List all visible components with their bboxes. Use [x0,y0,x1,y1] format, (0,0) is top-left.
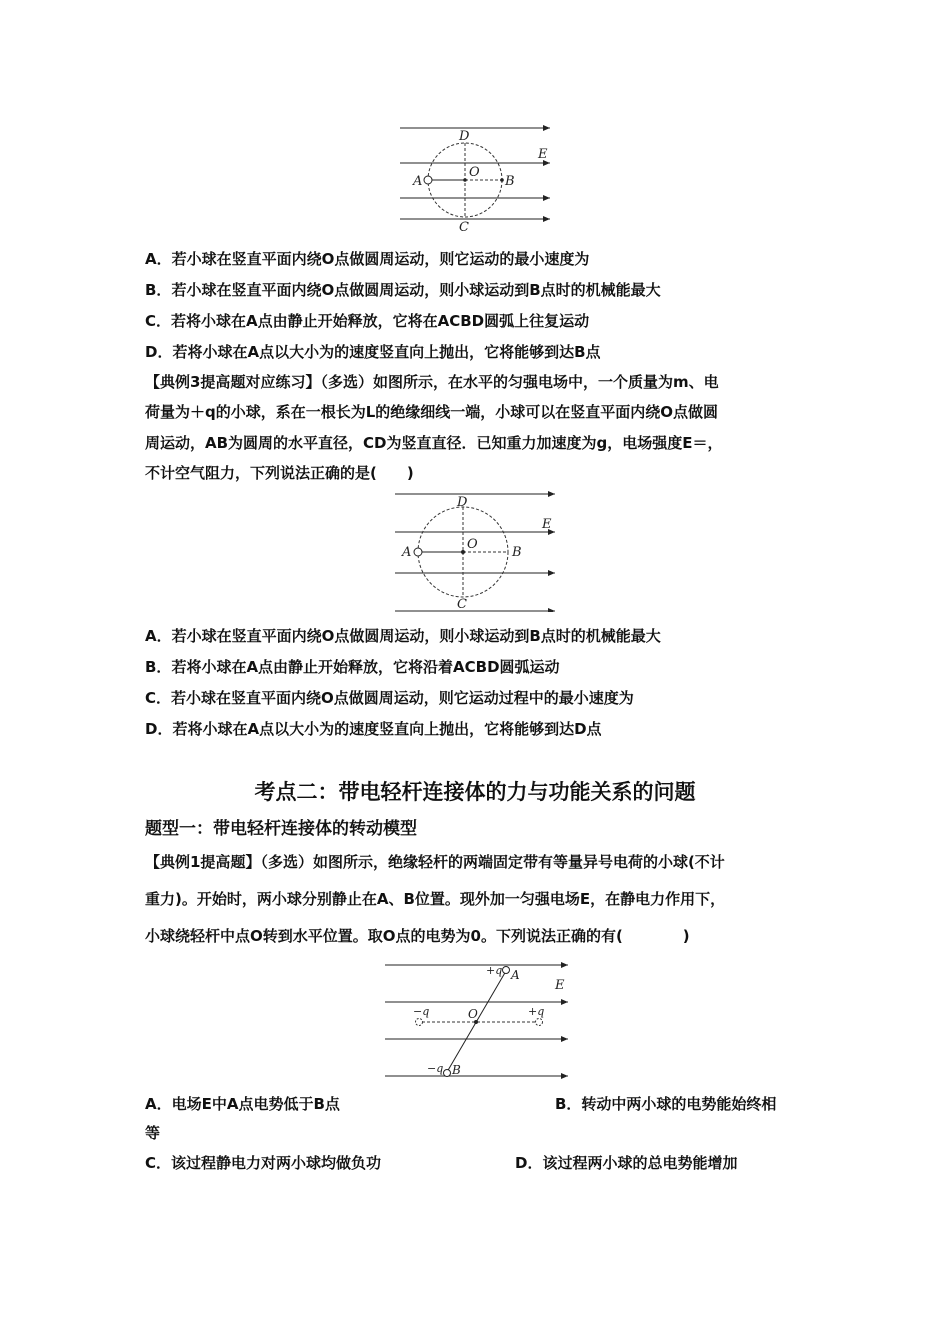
label-a: A [413,174,423,189]
option-text: 若将小球在A点由静止开始释放，它将沿着ACBD圆弧运动 [171,658,560,676]
q2-option-c [145,687,815,709]
label-e: E [542,517,552,532]
option-label: D． [145,720,173,738]
option-label: C． [145,689,172,707]
q2-option-a [145,625,815,647]
ball-b [444,1070,451,1077]
section-title: 考点二：带电轻杆连接体的力与功能关系的问题 [254,780,696,804]
q3-option-a: A．电场E中A点电势低于B点 [145,1095,340,1113]
option-text: 若小球在竖直平面内绕O点做圆周运动，则它运动过程中的最小速度为 [171,689,634,707]
q1-option-a [145,248,815,270]
rod-field-diagram [380,960,575,1080]
option-text: 若小球在竖直平面内绕O点做圆周运动，则小球运动到B点时的机械能最大 [171,281,661,299]
option-text: 若小球在竖直平面内绕O点做圆周运动，则它运动的最小速度为 [171,250,590,268]
label-a: A [402,545,412,560]
point-o [463,178,467,182]
label-minus-q-bottom: −q [427,1062,444,1075]
q1-option-d [145,341,815,363]
ball-right-dashed [536,1019,543,1026]
q2-stem-line-1: 【典例3提高题对应练习】（多选）如图所示，在水平的匀强电场中，一个质量为m、电 [145,373,719,391]
option-label: B． [145,281,172,299]
point-b [500,178,504,182]
label-d: D [459,129,470,144]
label-plus-q-top: +q [486,964,503,977]
option-label: A． [145,250,172,268]
option-label: D． [145,343,173,361]
label-o: O [469,165,480,180]
label-b: B [452,1063,461,1077]
point-o [461,550,465,554]
option-text: 若将小球在A点以大小为的速度竖直向上抛出，它将能够到达B点 [172,343,601,361]
circle-field-diagram-2 [390,490,565,612]
option-text: 若将小球在A点以大小为的速度竖直向上抛出，它将能够到达D点 [172,720,602,738]
q2-stem-line-3: 周运动，AB为圆周的水平直径，CD为竖直直径．已知重力加速度为g，电场强度E＝， [145,434,723,452]
label-e: E [555,978,565,993]
label-c: C [457,597,467,612]
q3-stem-line-2: 重力)。开始时，两小球分别静止在A、B位置。现外加一匀强电场E，在静电力作用下， [145,890,726,908]
ball-a [414,548,422,556]
q3-option-c: C．该过程静电力对两小球均做负功 [145,1154,382,1172]
ball-a [424,176,432,184]
label-e: E [538,147,548,162]
option-text: 若将小球在A点由静止开始释放，它将在ACBD圆弧上往复运动 [171,312,590,330]
q3-option-b-continued: 等 [145,1124,161,1142]
option-label: B． [145,658,172,676]
q1-option-b [145,279,815,301]
q1-option-c [145,310,815,332]
label-c: C [459,220,469,235]
label-d: D [457,495,468,510]
ball-a [503,967,510,974]
label-b: B [505,174,515,189]
q2-option-d [145,718,815,740]
option-label: A． [145,627,172,645]
section-subtitle: 题型一：带电轻杆连接体的转动模型 [145,819,417,839]
q2-option-b [145,656,815,678]
q3-option-d: D．该过程两小球的总电势能增加 [515,1154,738,1172]
circle-field-diagram-1 [395,125,565,235]
label-a: A [511,968,520,982]
label-o: O [467,537,478,552]
option-text: 若小球在竖直平面内绕O点做圆周运动，则小球运动到B点时的机械能最大 [171,627,661,645]
q3-stem-line-3: 小球绕轻杆中点O转到水平位置。取O点的电势为0。下列说法正确的有( ) [145,927,690,945]
label-o: O [468,1007,478,1021]
q2-stem-line-2: 荷量为＋q的小球，系在一根长为L的绝缘细线一端，小球可以在竖直平面内绕O点做圆 [145,403,719,421]
label-minus-q-left: −q [413,1005,430,1018]
q3-option-b: B．转动中两小球的电势能始终相 [555,1095,777,1113]
label-b: B [512,545,522,560]
option-label: C． [145,312,172,330]
ball-left-dashed [416,1019,423,1026]
label-plus-q-right: +q [528,1005,545,1018]
q3-stem-line-1: 【典例1提高题】（多选）如图所示，绝缘轻杆的两端固定带有等量异号电荷的小球(不计 [145,853,725,871]
q2-stem-line-4: 不计空气阻力，下列说法正确的是( ) [145,464,414,482]
